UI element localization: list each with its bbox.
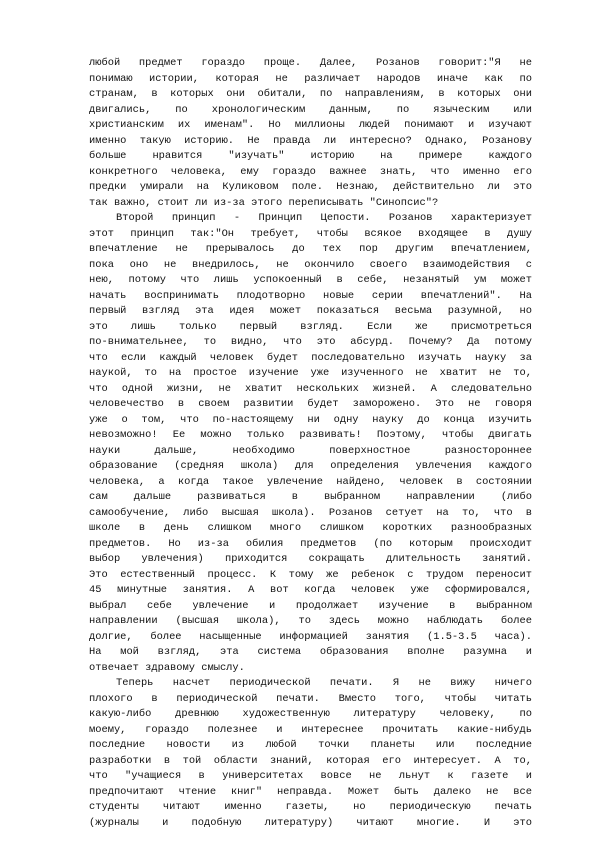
text-line: науки дальше, необходимо поверхностное разностороннее: [89, 444, 532, 457]
text-line: предпочитают чтение книг" неправда. Может быть далеко не все: [89, 785, 532, 798]
text-line: что одной жизни, не хватит нескольких жизней. А следовательно: [89, 382, 532, 395]
text-line: странам, в которых они обитали, по направлениям, в которых они: [89, 88, 532, 100]
text-line: пока оно не внедрилось, не окончило своего взаимодействия с: [89, 258, 532, 271]
text-line: любой предмет гораздо проще. Далее, Розанов говорит:"Я не: [89, 57, 532, 69]
text-line: последние новости из любой точки планеты или последние: [89, 739, 532, 751]
text-line: человека, а когда такое увлечение найдено, человек в состоянии: [89, 475, 532, 488]
text-line: начать воспринимать плодотворно новые серии впечатлений". На: [89, 289, 532, 302]
text-line: этот принцип так:"Он требует, чтобы всякое входящее в душу: [89, 227, 532, 240]
text-line: сам дальше развиваться в выбранном направлении (либо: [89, 491, 532, 503]
text-line: долгие, более насыщенные информацией занятия (1.5-3.5 часа).: [89, 630, 532, 643]
text-line: больше нравится "изучать" историю на примере каждого: [89, 150, 532, 162]
text-line: конкретного человека, ему гораздо важнее знать, что именно его: [89, 165, 532, 178]
text-line: моему, гораздо полезнее и интереснее прочитать какие-нибудь: [89, 723, 532, 736]
text-line: разработки в той области знаний, которая его интересует. А то,: [89, 754, 532, 767]
text-line: именно такую историю. Не правда ли интересно? Однако, Розанову: [89, 134, 532, 147]
text-line: впечатление не прерывалось до тех пор другим впечатлением,: [89, 243, 532, 255]
paragraph: [89, 56, 532, 211]
text-line: первый взгляд эта идея может показаться весьма разумной, но: [89, 305, 532, 317]
text-line: предки умирали на Куликовом поле. Незнаю, действительно ли это: [89, 181, 532, 193]
text-line: самообучение, либо высшая школа). Розанов сетует на то, что в: [89, 506, 532, 519]
text-line: нею, потому что лишь успокоенный в себе, незанятый ум может: [89, 274, 532, 286]
text-line: студенты читают именно газеты, но периодическую печать: [89, 801, 532, 813]
document-page: [89, 56, 532, 831]
text-line: школе в день слишком много слишком коротких разнообразных: [89, 522, 532, 534]
text-line: невозможно! Ее можно только развивать! Поэтому, чтобы двигать: [89, 429, 532, 441]
text-line: Это естественный процесс. К тому же ребенок с трудом переносит: [89, 568, 532, 581]
paragraph: [89, 676, 532, 831]
text-line: На мой взгляд, эта система образования вполне разумна и: [89, 646, 532, 658]
text-line: Теперь насчет периодической печати. Я не вижу ничего: [116, 677, 532, 689]
text-line: образование (средняя школа) для определения увлечения каждого: [89, 460, 532, 472]
text-line: христианским их именам". Но миллионы людей понимают и изучают: [89, 119, 532, 131]
text-line: что если каждый человек будет последовательно изучать науку за: [89, 351, 532, 364]
text-line: 45 минутные занятия. А вот когда человек уже сформировался,: [89, 584, 532, 596]
text-line: (журналы и подобную литературу) читают многие. И это: [89, 816, 532, 829]
text-line: так важно, стоит ли из-за этого переписывать "Синопсис"?: [89, 196, 439, 209]
text-line: что "учащиеся в университетах вовсе не льнут к газете и: [89, 770, 532, 782]
text-line: предметов. Но из-за обилия предметов (по которым происходит: [89, 537, 532, 550]
text-line: направлении (высшая школа), то здесь можно наблюдать более: [89, 615, 532, 627]
text-line: отвечает здравому смыслу.: [89, 661, 245, 674]
text-line: наукой, то на простое изучение уже изученного не хватит не то,: [89, 367, 532, 379]
text-line: человечество в своем развитии будет заморожено. Это не говоря: [89, 398, 532, 410]
text-line: по-внимательнее, то видно, что это абсурд. Почему? Да потому: [89, 336, 532, 348]
text-line: двигались, по хронологическим данным, по языческим или: [89, 103, 532, 116]
text-line: это лишь только первый взгляд. Если же присмотреться: [89, 320, 532, 333]
text-line: Второй принцип - Принцип Цепости. Розанов характеризует: [116, 212, 532, 224]
text-line: выбор увлечения) приходится сокращать длительность занятий.: [89, 553, 532, 565]
text-line: выбрал себе увлечение и продолжает изучение в выбранном: [89, 599, 532, 612]
paragraph: [89, 211, 532, 676]
text-line: плохого в периодической печати. Вместо того, чтобы читать: [89, 692, 532, 705]
text-line: уже о том, что по-настоящему ни одну науку до конца изучить: [89, 413, 532, 426]
text-line: какую-либо древнюю художественную литературу человеку, по: [89, 708, 532, 720]
text-line: понимаю истории, которая не различает народов иначе как по: [89, 72, 532, 85]
